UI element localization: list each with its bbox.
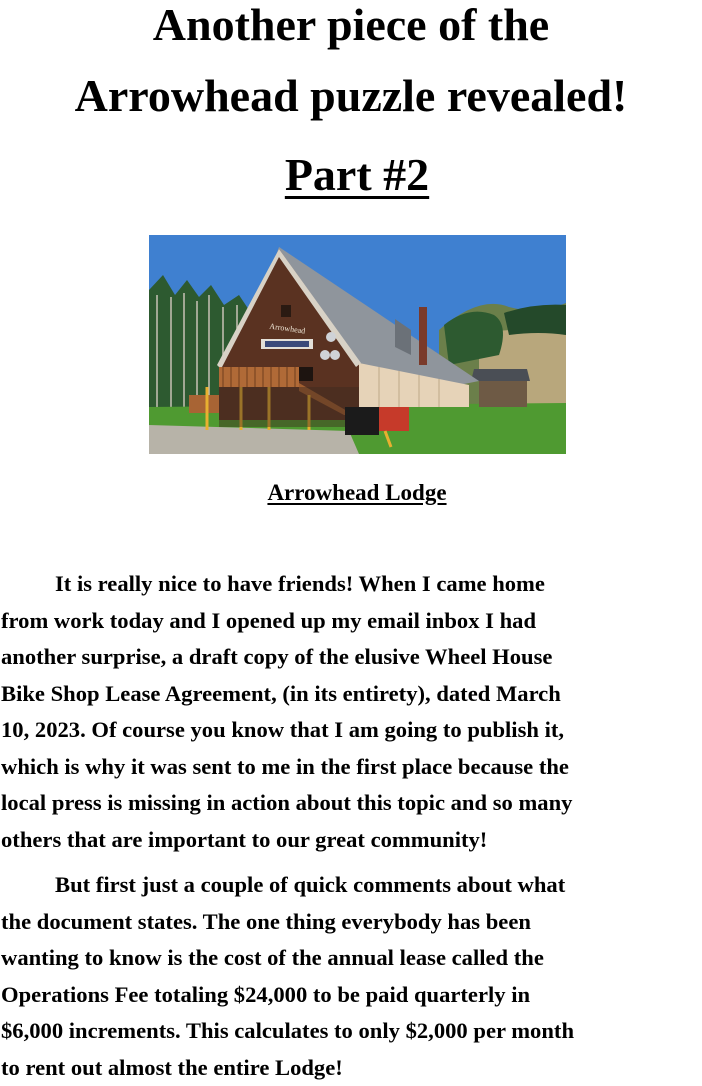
paragraph-line: It is really nice to have friends! When I came home	[1, 566, 702, 603]
paragraph-line: 10, 2023. Of course you know that I am going to publish it,	[1, 712, 702, 749]
paragraph-1	[1, 566, 702, 858]
paragraph-line: which is why it was sent to me in the first place because the	[1, 749, 702, 786]
paragraph-line: to rent out almost the entire Lodge!	[1, 1050, 702, 1086]
paragraph-line: the document states. The one thing everybody has been	[1, 904, 702, 941]
part-number-heading: Part #2	[0, 152, 702, 198]
paragraph-line: Operations Fee totaling $24,000 to be paid quarterly in	[1, 977, 702, 1014]
paragraph-line: But first just a couple of quick comments about what	[1, 867, 702, 904]
paragraph-line: from work today and I opened up my email inbox I had	[1, 603, 702, 640]
paragraph-line: $6,000 increments. This calculates to only $2,000 per month	[1, 1013, 702, 1050]
photo-caption: Arrowhead Lodge	[0, 481, 702, 504]
title-line-1: Another piece of the	[0, 2, 702, 48]
paragraph-line: another surprise, a draft copy of the elusive Wheel House	[1, 639, 702, 676]
lodge-photo	[149, 235, 566, 454]
paragraph-2	[1, 867, 702, 1086]
lodge-sign: Arrowhead	[269, 322, 306, 336]
paragraph-line: wanting to know is the cost of the annual lease called the	[1, 940, 702, 977]
paragraph-line: local press is missing in action about this topic and so many	[1, 785, 702, 822]
paragraph-line: Bike Shop Lease Agreement, (in its entirety), dated March	[1, 676, 702, 713]
dumpster	[345, 407, 379, 435]
title-line-2: Arrowhead puzzle revealed!	[0, 73, 702, 119]
paragraph-line: others that are important to our great community!	[1, 822, 702, 859]
